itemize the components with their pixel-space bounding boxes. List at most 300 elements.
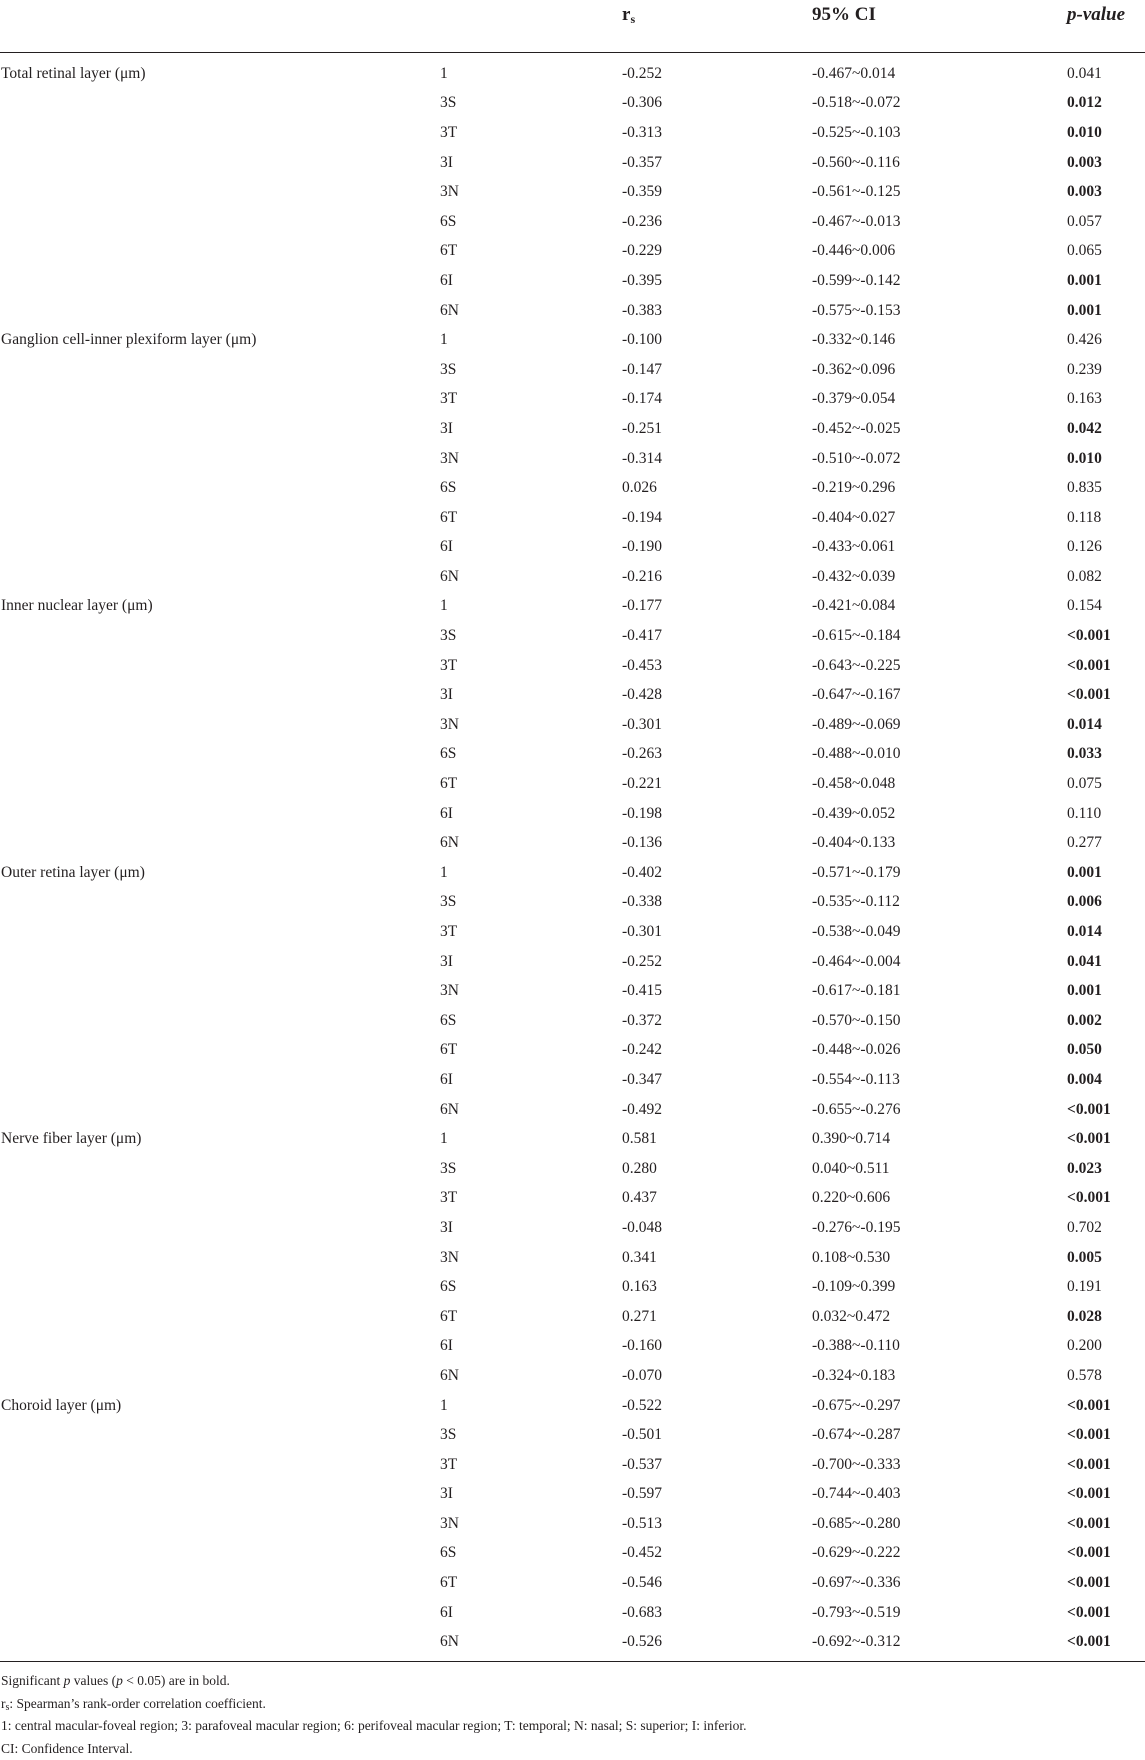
rs-cell: -0.526 [622,1627,812,1661]
p-value-cell: 0.001 [1067,863,1102,881]
layer-cell [0,355,440,385]
header-layer [0,0,440,53]
region-cell: 3S [440,1426,457,1444]
rs-cell: -0.501 [622,1426,663,1444]
footnote-text: : Spearman’s rank-order correlation coefficient. [9,1695,266,1711]
table-row [0,740,1145,770]
p-value-cell: <0.001 [1067,1544,1111,1562]
layer-cell [0,947,440,977]
p-value-cell: <0.001 [1067,656,1111,674]
region-cell: 3N [440,1248,459,1266]
ci-cell: -0.697~-0.336 [812,1574,901,1592]
ci-cell: -0.452~-0.025 [812,419,901,437]
layer-cell: Choroid layer (μm) [1,1396,122,1414]
region-cell: 6S [440,1011,457,1029]
p-value-cell: 0.110 [1067,804,1102,822]
footnote-italic-p: p [63,1673,71,1689]
p-value-cell: 0.033 [1067,745,1102,763]
region-cell: 6T [440,1307,458,1325]
ci-cell: -0.561~-0.125 [812,183,901,201]
rs-cell: 0.341 [622,1248,657,1266]
table-row [0,237,1145,267]
layer-cell [0,503,440,533]
region-cell: 1 [440,863,448,881]
header-ci: 95% CI [812,0,1067,53]
region-cell: 3I [440,686,453,704]
layer-cell [0,118,440,148]
table-row [0,207,1145,237]
layer-cell: Inner nuclear layer (μm) [1,597,153,615]
rs-cell: -0.683 [622,1603,663,1621]
region-cell: 6N [440,1366,459,1384]
ci-cell: -0.700~-0.333 [812,1455,901,1473]
p-value-cell: 0.191 [1067,1278,1102,1296]
ci-cell: -0.458~0.048 [812,775,896,793]
region-cell: 6S [440,212,457,230]
p-value-cell: 0.118 [1067,508,1102,526]
region-cell: 6N [440,1627,622,1661]
table-row [0,1391,1145,1421]
layer-cell [0,1272,440,1302]
table-row [0,444,1145,474]
rs-cell: -0.537 [622,1455,663,1473]
layer-cell [0,1154,440,1184]
layer-cell [0,1213,440,1243]
p-value-cell: 0.014 [1067,715,1102,733]
region-cell: 3T [440,923,458,941]
rs-cell: -0.190 [622,538,663,556]
rs-cell: -0.347 [622,1070,663,1088]
layer-cell: Total retinal layer (μm) [1,64,146,82]
p-value-cell: 0.001 [1067,301,1102,319]
table-row [0,799,1145,829]
table-row [0,1213,1145,1243]
region-cell: 3T [440,390,458,408]
rs-cell: -0.415 [622,982,663,1000]
p-value-cell: <0.001 [1067,1189,1111,1207]
table-row [0,1272,1145,1302]
region-cell: 6S [440,479,457,497]
region-cell: 3T [440,656,458,674]
p-value-cell: 0.010 [1067,449,1102,467]
ci-cell: -0.404~0.027 [812,508,896,526]
p-value-cell: 0.057 [1067,212,1102,230]
ci-cell: -0.518~-0.072 [812,94,901,112]
rs-cell: -0.177 [622,597,663,615]
table-row [0,414,1145,444]
layer-cell [0,1095,440,1125]
region-cell: 3S [440,1159,457,1177]
rs-cell: -0.229 [622,242,663,260]
p-value-cell: 0.042 [1067,419,1102,437]
rs-cell: -0.301 [622,923,663,941]
rs-cell: -0.359 [622,183,663,201]
rs-cell: -0.174 [622,390,663,408]
region-cell: 6T [440,1041,458,1059]
region-cell: 6T [440,775,458,793]
p-value-cell: 0.065 [1067,242,1102,260]
p-value-cell: 0.023 [1067,1159,1102,1177]
ci-cell: -0.362~0.096 [812,360,896,378]
region-cell: 3S [440,627,457,645]
layer-cell [0,1036,440,1066]
header-region [440,0,622,53]
rs-cell: 0.437 [622,1189,657,1207]
rs-cell: -0.452 [622,1544,663,1562]
layer-cell [0,1627,440,1661]
rs-cell: -0.070 [622,1366,663,1384]
table-row [0,976,1145,1006]
region-cell: 6I [440,1337,453,1355]
p-value-cell: <0.001 [1067,627,1111,645]
p-value-cell: 0.001 [1067,982,1102,1000]
table-row [0,917,1145,947]
ci-cell: -0.525~-0.103 [812,123,901,141]
table-row [0,592,1145,622]
p-value-cell: <0.001 [1067,1455,1111,1473]
rs-cell: -0.100 [622,331,663,349]
table-body [0,53,1145,1662]
table-row [0,1450,1145,1480]
rs-cell: -0.372 [622,1011,663,1029]
rs-cell: -0.221 [622,775,663,793]
region-cell: 3N [440,982,459,1000]
p-value-cell: 0.041 [1067,64,1102,82]
ci-cell: 0.220~0.606 [812,1189,891,1207]
region-cell: 6N [440,301,459,319]
layer-cell [0,1568,440,1598]
layer-cell [0,1420,440,1450]
region-cell: 6I [440,1070,453,1088]
rs-cell: 0.581 [622,1130,657,1148]
rs-cell: 0.271 [622,1307,657,1325]
region-cell: 6I [440,538,453,556]
footnote-significance [1,1670,1145,1693]
region-cell: 3S [440,94,457,112]
region-cell: 6S [440,745,457,763]
region-cell: 6T [440,242,458,260]
region-cell: 6N [440,1100,459,1118]
rs-cell: -0.194 [622,508,663,526]
table-row [0,53,1145,89]
ci-cell: -0.464~-0.004 [812,952,901,970]
p-value-cell: 0.239 [1067,360,1102,378]
layer-cell [0,976,440,1006]
ci-cell: -0.276~-0.195 [812,1218,901,1236]
region-cell: 3I [440,952,453,970]
table-row [0,1095,1145,1125]
region-cell: 3S [440,893,457,911]
ci-cell: -0.744~-0.403 [812,1485,901,1503]
footnote-text: < 0.05) are in bold. [122,1673,230,1689]
layer-cell [0,1006,440,1036]
region-cell: 3I [440,419,453,437]
layer-cell [0,562,440,592]
ci-cell: 0.390~0.714 [812,1130,891,1148]
ci-cell: -0.433~0.061 [812,538,896,556]
p-value-cell: 0.041 [1067,952,1102,970]
table-row [0,1480,1145,1510]
layer-cell [0,89,440,119]
ci-cell: -0.793~-0.519 [812,1603,901,1621]
table-row [0,1302,1145,1332]
region-cell: 1 [440,1396,448,1414]
footnote-text: values ( [70,1673,117,1689]
rs-cell: -0.383 [622,301,663,319]
p-value-cell: 0.835 [1067,479,1102,497]
p-value-cell: 0.003 [1067,183,1102,201]
rs-cell: -0.357 [622,153,663,171]
region-cell: 3N [440,449,459,467]
region-cell: 6T [440,508,458,526]
region-cell: 3S [440,360,457,378]
rs-cell: -0.314 [622,449,663,467]
layer-cell [0,473,440,503]
ci-cell: -0.332~0.146 [812,331,896,349]
region-cell: 6S [440,1544,457,1562]
ci-cell: -0.109~0.399 [812,1278,896,1296]
ci-cell: -0.643~-0.225 [812,656,901,674]
table-row [0,1065,1145,1095]
p-value-cell: 0.028 [1067,1307,1102,1325]
footnote-rs [1,1693,1145,1716]
layer-cell: Outer retina layer (μm) [1,863,145,881]
ci-cell: -0.685~-0.280 [812,1514,901,1532]
table-row [0,710,1145,740]
layer-cell [0,1361,440,1391]
p-value-cell: <0.001 [1067,686,1111,704]
table-row [0,533,1145,563]
rs-cell: -0.306 [622,94,663,112]
footnote-rs-symbol: r [1,1695,6,1711]
rs-cell: -0.048 [622,1218,663,1236]
table-row [0,148,1145,178]
p-value-cell: 0.075 [1067,775,1102,793]
layer-cell [0,1184,440,1214]
rs-cell: -0.492 [622,1100,663,1118]
ci-cell: 0.040~0.511 [812,1159,890,1177]
table-row [0,888,1145,918]
ci-cell: 0.032~0.472 [812,1307,891,1325]
rs-cell: -0.251 [622,419,663,437]
footnote-regions: 1: central macular-foveal region; 3: parafoveal macular region; 6: perifoveal macular region; T: temporal; N: nasal; S: superior; I: inferior. [1,1718,747,1734]
ci-cell: -0.675~-0.297 [812,1396,901,1414]
layer-cell [0,414,440,444]
ci-cell: -0.324~0.183 [812,1366,896,1384]
table-row [0,1361,1145,1391]
table-row [0,858,1145,888]
table-row [0,947,1145,977]
ci-cell: -0.617~-0.181 [812,982,901,1000]
rs-cell: -0.263 [622,745,663,763]
table-row [0,1627,1145,1661]
layer-cell [0,651,440,681]
layer-cell [0,1450,440,1480]
region-cell: 3N [440,715,459,733]
rs-cell: -0.417 [622,627,663,645]
ci-cell: -0.674~-0.287 [812,1426,901,1444]
table-row [0,1539,1145,1569]
p-value-cell: 0.200 [1067,1337,1102,1355]
p-value-cell: <0.001 [1067,1100,1111,1118]
p-value-cell: 0.426 [1067,331,1102,349]
layer-cell [0,1302,440,1332]
rs-cell: -0.301 [622,715,663,733]
region-cell: 6S [440,1278,457,1296]
rs-cell: 0.163 [622,1278,657,1296]
rs-cell: -0.395 [622,271,663,289]
table-row [0,1006,1145,1036]
ci-cell: -0.692~-0.312 [812,1627,1067,1661]
header-rs-subscript: s [630,12,636,26]
footnote-text: Significant [1,1673,64,1689]
region-cell: 6I [440,1603,453,1621]
p-value-cell: 0.082 [1067,567,1102,585]
layer-cell [0,1539,440,1569]
layer-cell [0,799,440,829]
layer-cell [0,769,440,799]
ci-cell: -0.560~-0.116 [812,153,900,171]
layer-cell [0,828,440,858]
ci-cell: -0.571~-0.179 [812,863,901,881]
table-row [0,1154,1145,1184]
p-value-cell: 0.002 [1067,1011,1102,1029]
ci-cell: -0.446~0.006 [812,242,896,260]
layer-cell [0,680,440,710]
region-cell: 1 [440,1130,448,1148]
ci-cell: -0.489~-0.069 [812,715,901,733]
layer-cell [0,1598,440,1628]
region-cell: 3N [440,183,459,201]
layer-cell [0,710,440,740]
rs-cell: 0.280 [622,1159,657,1177]
p-value-cell: <0.001 [1067,1130,1111,1148]
table-row [0,1509,1145,1539]
rs-cell: -0.338 [622,893,663,911]
ci-cell: -0.629~-0.222 [812,1544,901,1562]
ci-cell: -0.615~-0.184 [812,627,901,645]
layer-cell [0,1332,440,1362]
table-row [0,503,1145,533]
ci-cell: -0.575~-0.153 [812,301,901,319]
layer-cell [0,266,440,296]
ci-cell: -0.538~-0.049 [812,923,901,941]
layer-cell [0,1509,440,1539]
table-row [0,1568,1145,1598]
table-row [0,828,1145,858]
ci-cell: -0.655~-0.276 [812,1100,901,1118]
rs-cell: -0.160 [622,1337,663,1355]
p-value-cell: 0.014 [1067,923,1102,941]
p-value-cell: 0.005 [1067,1248,1102,1266]
table-row [0,296,1145,326]
region-cell: 6N [440,567,459,585]
rs-cell: -0.147 [622,360,663,378]
table-row [0,1420,1145,1450]
layer-cell [0,621,440,651]
table-row [0,1036,1145,1066]
region-cell: 6N [440,834,459,852]
rs-cell: -0.216 [622,567,663,585]
layer-cell [0,148,440,178]
p-value-cell: <0.001 [1067,1514,1111,1532]
rs-cell: -0.546 [622,1574,663,1592]
footnote-ci: CI: Confidence Interval. [1,1740,133,1756]
ci-cell: -0.219~0.296 [812,479,896,497]
table-row [0,385,1145,415]
ci-cell: -0.510~-0.072 [812,449,901,467]
layer-cell [0,207,440,237]
table-footnotes [0,1670,1145,1760]
layer-cell [0,385,440,415]
table-row [0,562,1145,592]
table-row [0,1124,1145,1154]
table-row [0,651,1145,681]
table-row [0,118,1145,148]
rs-cell: -0.402 [622,863,663,881]
layer-cell [0,533,440,563]
p-value-cell: <0.001 [1067,1396,1111,1414]
ci-cell: -0.535~-0.112 [812,893,900,911]
rs-cell: -0.136 [622,834,663,852]
table-row [0,266,1145,296]
ci-cell: 0.108~0.530 [812,1248,891,1266]
ci-cell: -0.488~-0.010 [812,745,901,763]
p-value-cell: <0.001 [1067,1603,1111,1621]
rs-cell: -0.597 [622,1485,663,1503]
ci-cell: -0.554~-0.113 [812,1070,900,1088]
ci-cell: -0.404~0.133 [812,834,896,852]
layer-cell: Nerve fiber layer (μm) [1,1130,142,1148]
p-value-cell: <0.001 [1067,1485,1111,1503]
layer-cell [0,1243,440,1273]
layer-cell [0,1480,440,1510]
ci-cell: -0.570~-0.150 [812,1011,901,1029]
ci-cell: -0.388~-0.110 [812,1337,900,1355]
footnote-rs-subscript: s [5,1701,10,1713]
rs-cell: -0.252 [622,64,663,82]
region-cell: 6I [440,271,453,289]
header-row [0,0,1145,53]
table-row [0,769,1145,799]
region-cell: 1 [440,331,448,349]
region-cell: 6I [440,804,453,822]
table-row [0,1243,1145,1273]
region-cell: 6T [440,1574,458,1592]
layer-cell [0,1065,440,1095]
region-cell: 3I [440,1485,453,1503]
ci-cell: -0.599~-0.142 [812,271,901,289]
table-row [0,89,1145,119]
layer-cell [0,444,440,474]
rs-cell: 0.026 [622,479,657,497]
header-rs-label: r [622,4,631,25]
p-value-cell: <0.001 [1067,1627,1145,1661]
ci-cell: -0.379~0.054 [812,390,896,408]
ci-cell: -0.647~-0.167 [812,686,901,704]
region-cell: 3T [440,123,458,141]
ci-cell: -0.432~0.039 [812,567,896,585]
table-row [0,473,1145,503]
rs-cell: -0.242 [622,1041,663,1059]
p-value-cell: 0.010 [1067,123,1102,141]
header-rs [622,0,812,53]
p-value-cell: <0.001 [1067,1426,1111,1444]
rs-cell: -0.198 [622,804,663,822]
layer-cell [0,177,440,207]
region-cell: 3T [440,1455,458,1473]
ci-cell: -0.467~-0.013 [812,212,901,230]
